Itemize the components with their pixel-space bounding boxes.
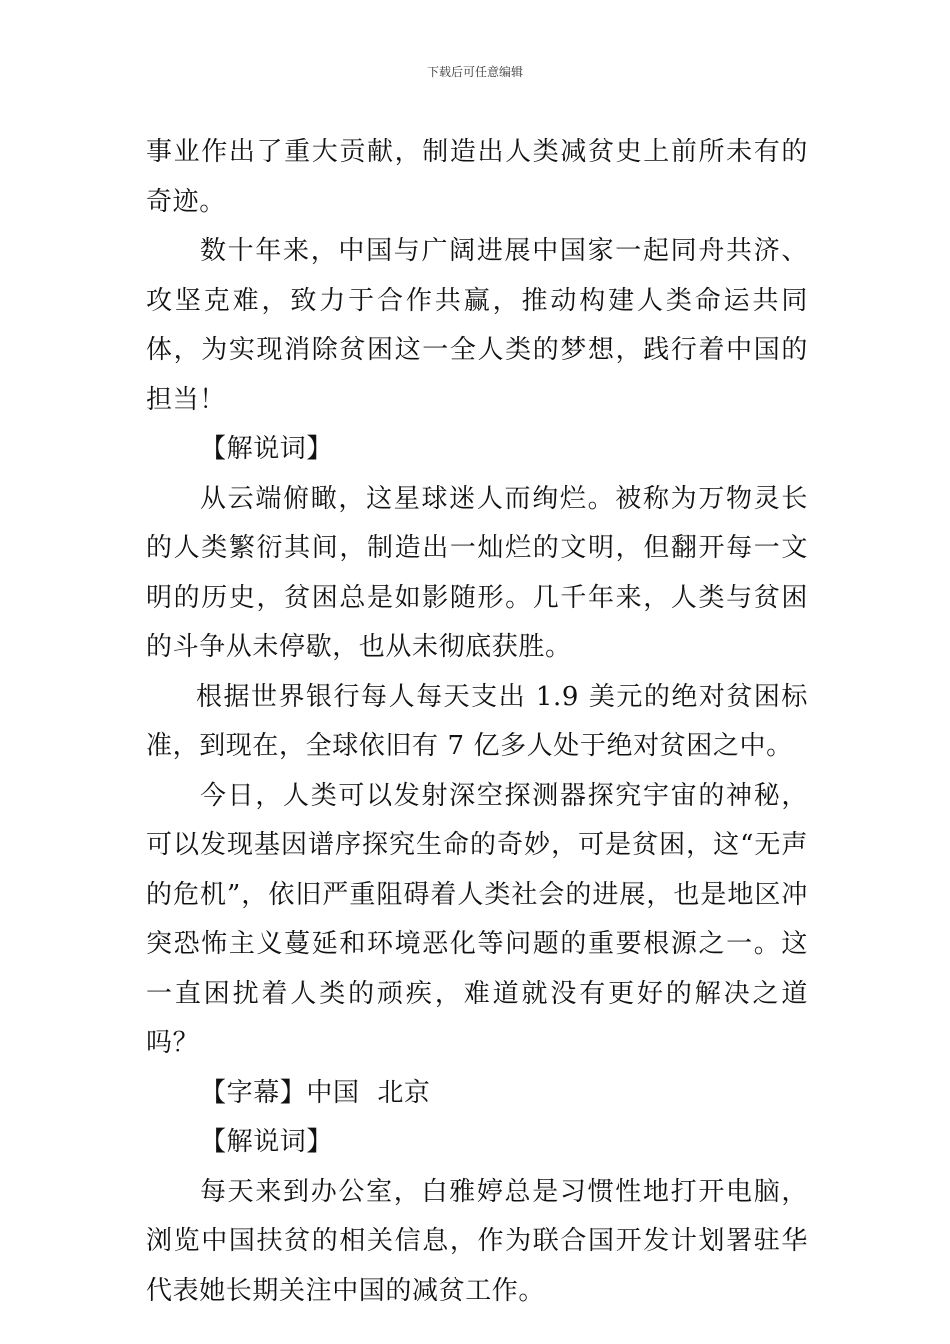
subtitle-label: 【字幕】中国 北京 bbox=[200, 1077, 431, 1108]
paragraph-world-bank: 根据世界银行每人每天支出 1.9 美元的绝对贫困标准，到现在，全球依旧有 7 亿多人处于绝对贫困之中。 bbox=[146, 681, 808, 761]
paragraph-from-clouds: 从云端俯瞰，这星球迷人而绚烂。被称为万物灵长的人类繁衍其间，制造出一灿烂的文明，但翻开每一文明的历史，贫困总是如影随形。几千年来，人类与贫困的斗争从未停歇，也从未彻底获胜。 bbox=[146, 483, 808, 662]
paragraph-today: 今日，人类可以发射深空探测器探究宇宙的神秘，可以发现基因谱序探究生命的奇妙，可是贫困，这“无声的危机”，依旧严重阻碍着人类社会的进展，也是地区冲突恐怖主义蔓延和环境恶化等问题的重要根源之一。这一直困扰着人类的顽疾，难道就没有更好的解决之道吗？ bbox=[146, 780, 808, 1058]
page-header: 下载后可任意编辑 bbox=[426, 65, 523, 79]
document-body bbox=[146, 128, 808, 1316]
paragraph-cooperation: 数十年来，中国与广阔进展中国家一起同舟共济、攻坚克难，致力于合作共赢，推动构建人类命运共同体，为实现消除贫困这一全人类的梦想，践行着中国的担当！ bbox=[146, 236, 808, 415]
paragraph-office: 每天来到办公室，白雅婷总是习惯性地打开电脑，浏览中国扶贫的相关信息，作为联合国开发计划署驻华代表她长期关注中国的减贫工作。 bbox=[146, 1176, 808, 1306]
narration-label-2: 【解说词】 bbox=[200, 1127, 334, 1157]
paragraph-continuation: 事业作出了重大贡献，制造出人类减贫史上前所未有的奇迹。 bbox=[146, 137, 808, 217]
narration-label: 【解说词】 bbox=[200, 434, 334, 464]
